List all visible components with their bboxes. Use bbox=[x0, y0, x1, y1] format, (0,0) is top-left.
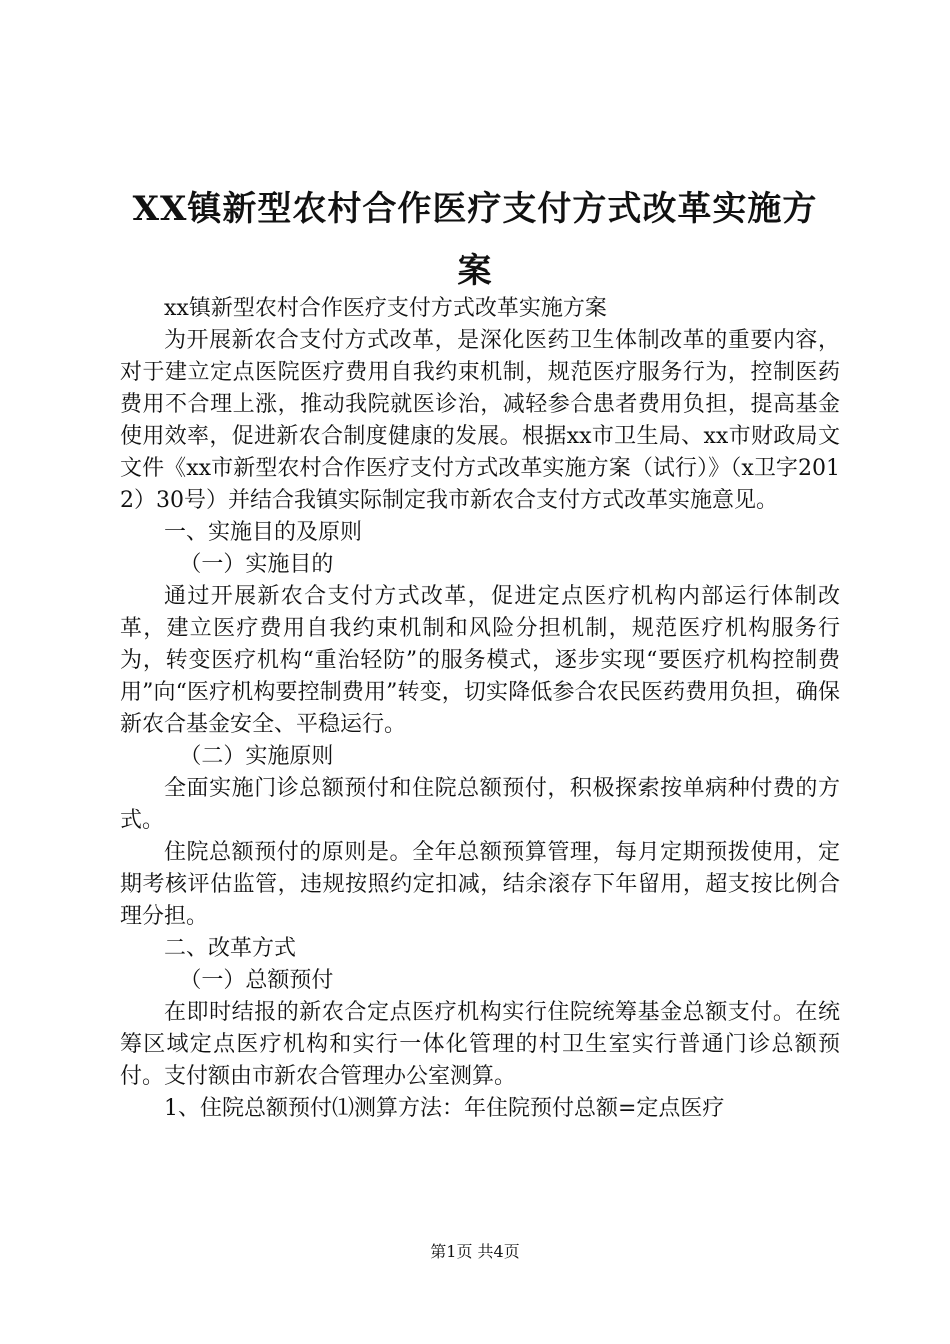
section-heading-2: 二、改革方式 bbox=[164, 936, 297, 961]
subsection-heading-1-2: （二）实施原则 bbox=[179, 744, 334, 769]
document-body bbox=[120, 293, 840, 1125]
intro-paragraph: 为开展新农合支付方式改革，是深化医药卫生体制改革的重要内容，对于建立定点医院医疗费用自我约束机制，规范医疗服务行为，控制医药费用不合理上涨，推动我院就医诊治，减轻参合患者费用负担，提高基金使用效率，促进新农合制度健康的发展。根据xx市卫生局、xx市财政局文文件《xx市新型农村合作医疗支付方式改革实施方案（试行）》（x卫字2012）30号）并结合我镇实际制定我市新农合支付方式改革实施意见。 bbox=[120, 328, 840, 513]
purpose-paragraph: 通过开展新农合支付方式改革，促进定点医疗机构内部运行体制改革，建立医疗费用自我约束机制和风险分担机制，规范医疗机构服务行为，转变医疗机构“重治轻防”的服务模式，逐步实现“要医疗机构控制费用”向“医疗机构要控制费用”转变，切实降低参合农民医药费用负担，确保新农合基金安全、平稳运行。 bbox=[120, 584, 840, 737]
calculation-paragraph: 1、住院总额预付⑴测算方法：年住院预付总额=定点医疗 bbox=[164, 1096, 725, 1121]
subtitle-paragraph: xx镇新型农村合作医疗支付方式改革实施方案 bbox=[164, 296, 607, 321]
page-footer: 第1页 共4页 bbox=[430, 1242, 520, 1261]
title-line-1: XX镇新型农村合作医疗支付方式改革实施方 bbox=[132, 189, 818, 229]
section-heading-1: 一、实施目的及原则 bbox=[164, 520, 363, 545]
title-line-2: 案 bbox=[457, 251, 493, 291]
principle-paragraph-1: 全面实施门诊总额预付和住院总额预付，积极探索按单病种付费的方式。 bbox=[120, 776, 840, 833]
prepayment-paragraph: 在即时结报的新农合定点医疗机构实行住院统筹基金总额支付。在统筹区域定点医疗机构和实行一体化管理的村卫生室实行普通门诊总额预付。支付额由市新农合管理办公室测算。 bbox=[120, 1000, 840, 1089]
principle-paragraph-2: 住院总额预付的原则是。全年总额预算管理，每月定期预拨使用，定期考核评估监管，违规按照约定扣减，结余滚存下年留用，超支按比例合理分担。 bbox=[120, 840, 840, 929]
subsection-heading-1-1: （一）实施目的 bbox=[179, 552, 334, 577]
document-title bbox=[110, 178, 840, 302]
subsection-heading-2-1: （一）总额预付 bbox=[179, 968, 334, 993]
